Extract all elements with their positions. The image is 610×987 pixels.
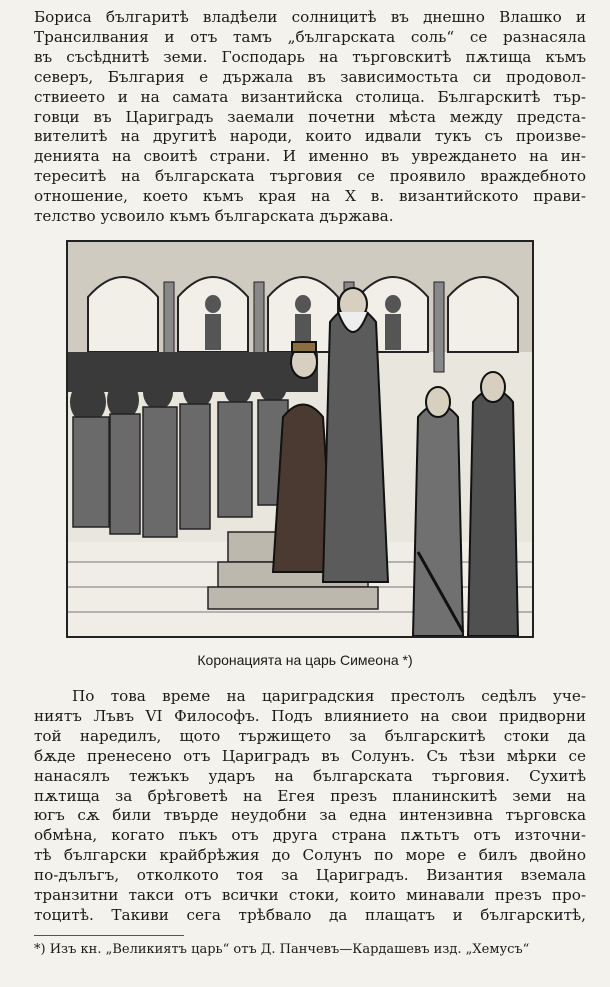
text-line: телство усвоило къмъ българската държава. [34,207,394,226]
text-line: вителитѣ на другитѣ народи, които идвали тукъ съ произве- [34,127,586,146]
text-line: транзитни такси отъ всички стоки, които минавали презъ про- [34,886,586,905]
text-line: бѫде пренесено отъ Цариградъ въ Солунъ. Съ тѣзи мѣрки се [34,746,586,765]
text-line: въ съсѣднитѣ земи. Господарь на търговскитѣ пѫтища къмъ [34,47,586,66]
text-line: той наредилъ, щото тържището за българскитѣ стоки да [34,726,586,745]
text-line: отношение, което къмъ края на X в. византийското прави- [34,187,586,206]
text-line: по-дълъгъ, отколкото тоя за Цариградъ. Византия вземала [34,866,586,885]
text-line: Трансилвания и отъ тамъ „българската соль“ се разнасяла [34,27,586,46]
footnote: *) Изъ кн. „Великиятъ царь“ отъ Д. Панчевъ—Кардашевъ изд. „Хемусъ“ [34,942,530,957]
text-line: тоцитѣ. Такиви сега трѣбвало да плащатъ и българскитѣ, [34,905,586,924]
coronation-illustration [66,240,534,638]
text-line: говци въ Цариградъ заемали почетни мѣста между предста- [34,107,586,126]
paragraph-leo-vi [34,687,586,926]
text-line: пѫтища за брѣговетѣ на Егея презъ планинскитѣ земи на [34,786,586,805]
text-line: нанасялъ тежъкъ ударъ на българската търговия. Сухитѣ [34,766,586,785]
paragraph-trade-history [34,8,586,227]
text-line: обмѣна, когато пъкъ отъ друга страна пѫтьтъ отъ източни- [34,826,586,845]
text-line: тѣ български крайбрѣжия до Солунъ по море е билъ двойно [34,846,586,865]
text-line: тереситѣ на българската търговия се проявило враждебното [34,167,586,186]
coronation-engraving [68,242,532,636]
figure-caption: Коронацията на царь Симеона *) [197,652,413,668]
text-line: северъ, България е държала въ зависимостьта си продовол- [34,67,586,86]
footnote-divider [34,935,184,936]
text-line: ниятъ Лъвъ VI Философъ. Подъ влиянието на свои придворни [34,706,586,725]
text-line: ствиеето и на самата византийска столица. Българскитѣ тър- [34,87,586,106]
text-line: Бориса българитѣ владѣели солницитѣ въ днешно Влашко и [34,8,586,26]
text-line: югъ сѫ били твърде неудобни за една интензивна търговска [34,806,586,825]
text-line: По това време на цариградския престолъ седѣлъ уче- [72,687,586,705]
text-line: денията на своитѣ страни. И именно въ увреждането на ин- [34,147,586,166]
